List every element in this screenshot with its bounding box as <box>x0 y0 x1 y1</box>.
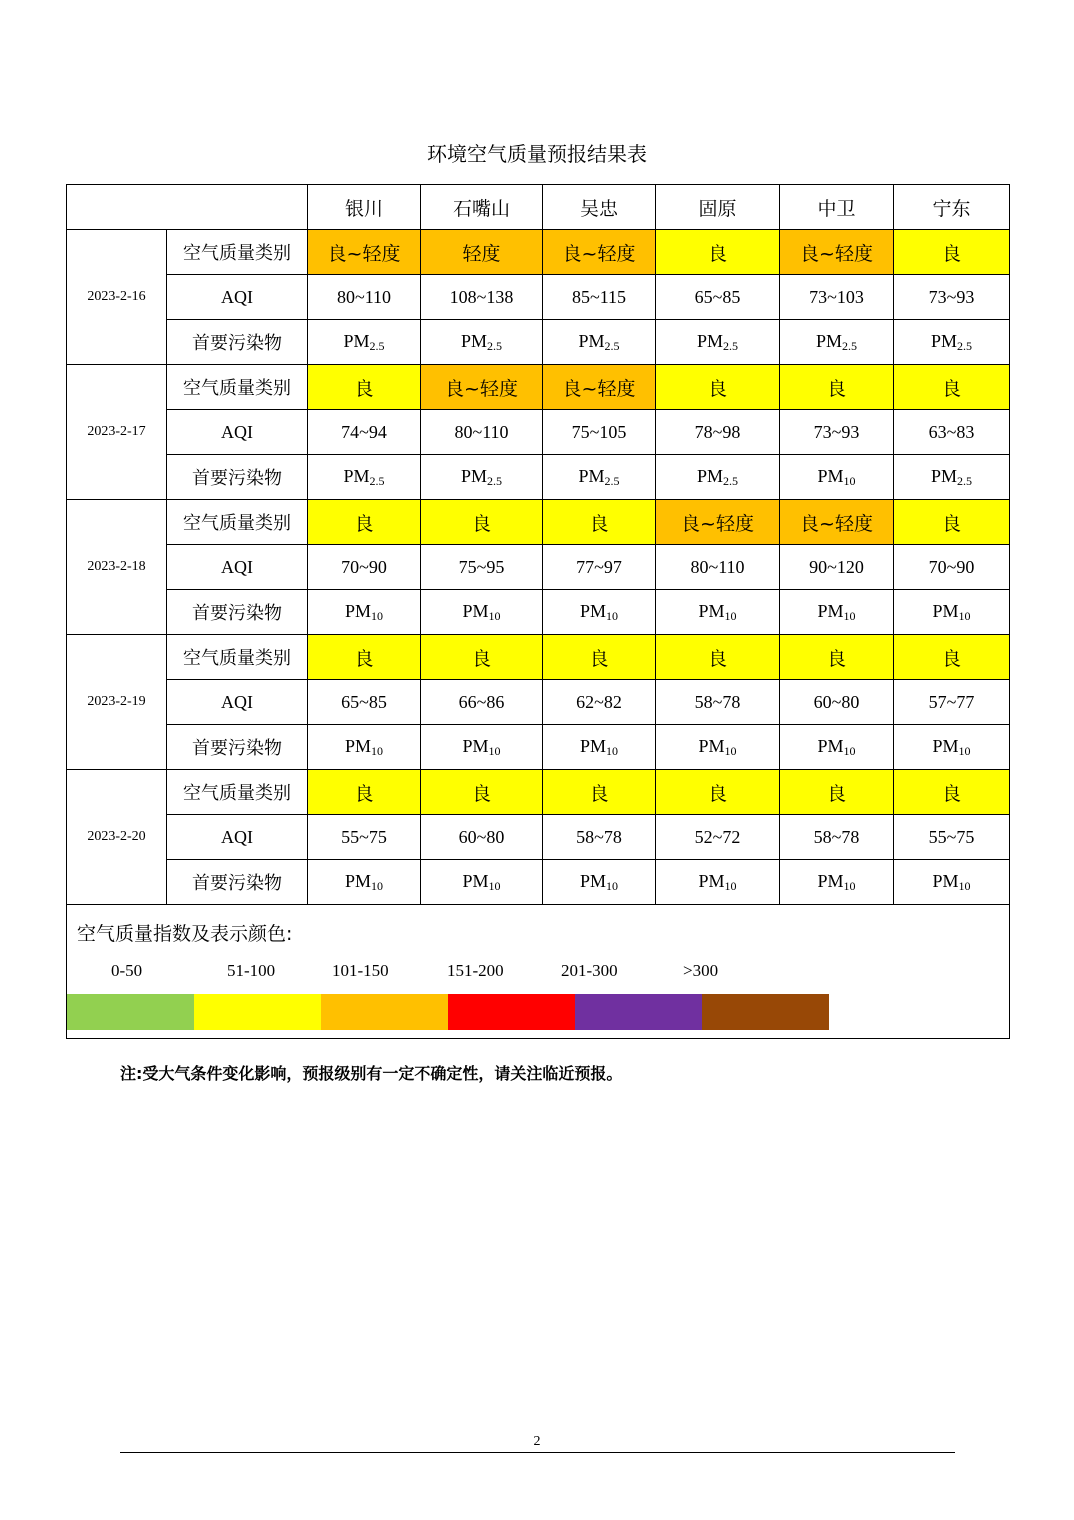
pollutant-prefix: PM <box>698 600 725 621</box>
pollutant-subscript: 2.5 <box>723 473 738 488</box>
aqi-label: AQI <box>167 275 308 320</box>
pollutant-prefix: PM <box>930 465 957 486</box>
footer-divider <box>120 1452 955 1453</box>
pollutant-subscript: 10 <box>606 743 618 758</box>
category-cell: 良 <box>308 635 421 680</box>
category-cell: 良 <box>656 230 780 275</box>
pollutant-cell <box>421 725 543 770</box>
pollutant-cell <box>656 455 780 500</box>
pollutant-prefix: PM <box>696 330 723 351</box>
category-cell: 良 <box>780 635 894 680</box>
header-row <box>67 185 1010 230</box>
pollutant-label: 首要污染物 <box>167 455 308 500</box>
pollutant-prefix: PM <box>817 870 844 891</box>
aqi-cell: 55~75 <box>894 815 1010 860</box>
aqi-cell: 85~115 <box>543 275 656 320</box>
aqi-cell: 75~105 <box>543 410 656 455</box>
aqi-row <box>67 275 1010 320</box>
category-cell: 良 <box>894 500 1010 545</box>
pollutant-subscript: 2.5 <box>957 338 972 353</box>
aqi-cell: 58~78 <box>780 815 894 860</box>
city-header: 石嘴山 <box>421 185 543 230</box>
aqi-cell: 60~80 <box>421 815 543 860</box>
pollutant-subscript: 2.5 <box>487 338 502 353</box>
pollutant-prefix: PM <box>460 330 487 351</box>
pollutant-subscript: 2.5 <box>604 473 620 488</box>
pollutant-subscript: 10 <box>724 608 737 623</box>
aqi-cell: 74~94 <box>308 410 421 455</box>
pollutant-prefix: PM <box>462 600 489 621</box>
aqi-row <box>67 680 1010 725</box>
pollutant-cell <box>421 590 543 635</box>
pollutant-cell <box>894 590 1010 635</box>
aqi-cell: 90~120 <box>780 545 894 590</box>
pollutant-prefix: PM <box>579 870 606 891</box>
pollutant-cell <box>421 320 543 365</box>
date-cell: 2023-2-20 <box>67 770 167 905</box>
category-cell: 良~轻度 <box>656 500 780 545</box>
category-cell: 良 <box>780 365 894 410</box>
forecast-table <box>66 184 1010 1039</box>
pollutant-row <box>67 320 1010 365</box>
pollutant-subscript: 2.5 <box>369 473 385 488</box>
pollutant-subscript: 10 <box>843 743 856 758</box>
pollutant-prefix: PM <box>817 600 844 621</box>
date-cell: 2023-2-17 <box>67 365 167 500</box>
pollutant-subscript: 10 <box>371 878 383 893</box>
pollutant-row <box>67 455 1010 500</box>
category-cell: 良 <box>421 635 543 680</box>
category-cell: 良 <box>421 770 543 815</box>
pollutant-subscript: 10 <box>606 608 618 623</box>
pollutant-cell <box>894 725 1010 770</box>
category-label: 空气质量类别 <box>167 635 308 680</box>
aqi-cell: 73~93 <box>780 410 894 455</box>
aqi-cell: 58~78 <box>543 815 656 860</box>
pollutant-subscript: 2.5 <box>957 473 972 488</box>
aqi-cell: 80~110 <box>421 410 543 455</box>
pollutant-prefix: PM <box>462 870 489 891</box>
category-label: 空气质量类别 <box>167 230 308 275</box>
aqi-row <box>67 545 1010 590</box>
pollutant-prefix: PM <box>698 735 725 756</box>
pollutant-prefix: PM <box>343 465 370 486</box>
aqi-cell: 80~110 <box>308 275 421 320</box>
pollutant-row <box>67 725 1010 770</box>
pollutant-prefix: PM <box>932 870 959 891</box>
pollutant-subscript: 10 <box>843 473 856 488</box>
pollutant-cell <box>780 860 894 905</box>
forecast-note: 注:受大气条件变化影响，预报级别有一定不确定性，请关注临近预报。 <box>120 1064 623 1083</box>
pollutant-cell <box>780 455 894 500</box>
pollutant-cell <box>308 725 421 770</box>
pollutant-subscript: 10 <box>724 878 737 893</box>
pollutant-cell <box>780 725 894 770</box>
aqi-cell: 70~90 <box>894 545 1010 590</box>
pollutant-subscript: 2.5 <box>723 338 738 353</box>
category-row <box>67 770 1010 815</box>
aqi-cell: 66~86 <box>421 680 543 725</box>
aqi-cell: 55~75 <box>308 815 421 860</box>
category-cell: 良~轻度 <box>780 230 894 275</box>
legend-range-label: 201-300 <box>561 961 618 980</box>
aqi-cell: 63~83 <box>894 410 1010 455</box>
category-row <box>67 635 1010 680</box>
pollutant-subscript: 10 <box>958 608 971 623</box>
page-number: 2 <box>533 1434 541 1449</box>
pollutant-prefix: PM <box>343 330 370 351</box>
aqi-row <box>67 815 1010 860</box>
aqi-cell: 62~82 <box>543 680 656 725</box>
aqi-cell: 73~93 <box>894 275 1010 320</box>
aqi-cell: 58~78 <box>656 680 780 725</box>
aqi-cell: 108~138 <box>421 275 543 320</box>
pollutant-cell <box>656 860 780 905</box>
legend-color-swatch <box>67 994 194 1030</box>
pollutant-cell <box>894 320 1010 365</box>
pollutant-subscript: 10 <box>724 743 737 758</box>
category-cell: 良 <box>543 770 656 815</box>
pollutant-prefix: PM <box>696 465 723 486</box>
aqi-cell: 70~90 <box>308 545 421 590</box>
pollutant-prefix: PM <box>815 330 842 351</box>
pollutant-subscript: 10 <box>488 608 501 623</box>
pollutant-subscript: 2.5 <box>604 338 620 353</box>
legend-color-swatch <box>575 994 702 1030</box>
pollutant-cell <box>894 455 1010 500</box>
pollutant-label: 首要污染物 <box>167 725 308 770</box>
aqi-cell: 75~95 <box>421 545 543 590</box>
legend-color-swatch <box>321 994 448 1030</box>
legend-range-label: 101-150 <box>332 961 389 980</box>
pollutant-cell <box>656 725 780 770</box>
category-cell: 良 <box>656 365 780 410</box>
pollutant-cell <box>543 725 656 770</box>
category-cell: 良~轻度 <box>780 500 894 545</box>
aqi-row <box>67 410 1010 455</box>
date-cell: 2023-2-18 <box>67 500 167 635</box>
date-cell: 2023-2-16 <box>67 230 167 365</box>
pollutant-subscript: 2.5 <box>487 473 502 488</box>
aqi-label: AQI <box>167 680 308 725</box>
pollutant-cell <box>543 320 656 365</box>
pollutant-prefix: PM <box>579 600 606 621</box>
category-row <box>67 230 1010 275</box>
pollutant-cell <box>308 320 421 365</box>
pollutant-prefix: PM <box>578 465 605 486</box>
aqi-cell: 65~85 <box>308 680 421 725</box>
legend-cell <box>67 905 1010 1039</box>
category-cell: 良 <box>421 500 543 545</box>
pollutant-cell <box>421 860 543 905</box>
pollutant-row <box>67 590 1010 635</box>
pollutant-subscript: 10 <box>843 608 856 623</box>
pollutant-cell <box>894 860 1010 905</box>
pollutant-subscript: 10 <box>958 878 971 893</box>
category-cell: 良~轻度 <box>308 230 421 275</box>
category-cell: 良 <box>894 230 1010 275</box>
pollutant-prefix: PM <box>930 330 957 351</box>
pollutant-prefix: PM <box>932 600 959 621</box>
legend-range-label: 0-50 <box>111 961 143 980</box>
pollutant-row <box>67 860 1010 905</box>
corner-cell <box>67 185 308 230</box>
legend-color-swatch <box>448 994 575 1030</box>
pollutant-subscript: 2.5 <box>369 338 385 353</box>
category-row <box>67 365 1010 410</box>
aqi-cell: 77~97 <box>543 545 656 590</box>
city-header: 吴忠 <box>543 185 656 230</box>
category-cell: 良 <box>308 500 421 545</box>
category-label: 空气质量类别 <box>167 500 308 545</box>
category-cell: 良 <box>656 770 780 815</box>
legend-row <box>67 905 1010 1039</box>
category-cell: 良 <box>656 635 780 680</box>
aqi-cell: 73~103 <box>780 275 894 320</box>
category-cell: 良 <box>894 365 1010 410</box>
legend-range-label: 51-100 <box>227 961 276 980</box>
pollutant-prefix: PM <box>462 735 489 756</box>
pollutant-cell <box>543 455 656 500</box>
legend-color-swatch <box>194 994 321 1030</box>
category-label: 空气质量类别 <box>167 365 308 410</box>
pollutant-subscript: 10 <box>843 878 856 893</box>
pollutant-prefix: PM <box>579 735 606 756</box>
pollutant-prefix: PM <box>460 465 487 486</box>
aqi-cell: 57~77 <box>894 680 1010 725</box>
pollutant-cell <box>543 860 656 905</box>
pollutant-subscript: 10 <box>371 608 383 623</box>
legend-color-swatch <box>702 994 829 1030</box>
category-cell: 良 <box>308 365 421 410</box>
legend-title: 空气质量指数及表示颜色: <box>77 923 293 945</box>
aqi-label: AQI <box>167 545 308 590</box>
page-title: 环境空气质量预报结果表 <box>427 142 647 166</box>
pollutant-subscript: 10 <box>606 878 618 893</box>
category-cell: 良 <box>543 500 656 545</box>
city-header: 中卫 <box>780 185 894 230</box>
category-cell: 良~轻度 <box>543 230 656 275</box>
pollutant-prefix: PM <box>817 735 844 756</box>
city-header: 宁东 <box>894 185 1010 230</box>
category-row <box>67 500 1010 545</box>
pollutant-label: 首要污染物 <box>167 590 308 635</box>
pollutant-prefix: PM <box>698 870 725 891</box>
legend-range-label: >300 <box>683 961 719 980</box>
category-cell: 良~轻度 <box>421 365 543 410</box>
pollutant-cell <box>780 590 894 635</box>
pollutant-subscript: 10 <box>488 878 501 893</box>
pollutant-cell <box>308 455 421 500</box>
legend-range-label: 151-200 <box>447 961 504 980</box>
pollutant-subscript: 2.5 <box>842 338 857 353</box>
aqi-cell: 78~98 <box>656 410 780 455</box>
pollutant-cell <box>421 455 543 500</box>
city-header: 固原 <box>656 185 780 230</box>
category-cell: 良 <box>894 770 1010 815</box>
category-label: 空气质量类别 <box>167 770 308 815</box>
pollutant-prefix: PM <box>932 735 959 756</box>
pollutant-label: 首要污染物 <box>167 320 308 365</box>
city-header: 银川 <box>308 185 421 230</box>
aqi-cell: 65~85 <box>656 275 780 320</box>
aqi-cell: 60~80 <box>780 680 894 725</box>
category-cell: 轻度 <box>421 230 543 275</box>
pollutant-cell <box>656 590 780 635</box>
pollutant-label: 首要污染物 <box>167 860 308 905</box>
category-cell: 良 <box>308 770 421 815</box>
pollutant-prefix: PM <box>344 735 371 756</box>
category-cell: 良 <box>780 770 894 815</box>
aqi-label: AQI <box>167 410 308 455</box>
aqi-cell: 52~72 <box>656 815 780 860</box>
pollutant-cell <box>543 590 656 635</box>
pollutant-cell <box>308 860 421 905</box>
pollutant-cell <box>308 590 421 635</box>
pollutant-prefix: PM <box>344 870 371 891</box>
pollutant-prefix: PM <box>817 465 844 486</box>
category-cell: 良 <box>543 635 656 680</box>
aqi-cell: 80~110 <box>656 545 780 590</box>
aqi-label: AQI <box>167 815 308 860</box>
pollutant-subscript: 10 <box>371 743 383 758</box>
pollutant-cell <box>780 320 894 365</box>
pollutant-prefix: PM <box>344 600 371 621</box>
pollutant-prefix: PM <box>578 330 605 351</box>
category-cell: 良 <box>894 635 1010 680</box>
pollutant-subscript: 10 <box>958 743 971 758</box>
date-cell: 2023-2-19 <box>67 635 167 770</box>
pollutant-subscript: 10 <box>488 743 501 758</box>
pollutant-cell <box>656 320 780 365</box>
category-cell: 良~轻度 <box>543 365 656 410</box>
